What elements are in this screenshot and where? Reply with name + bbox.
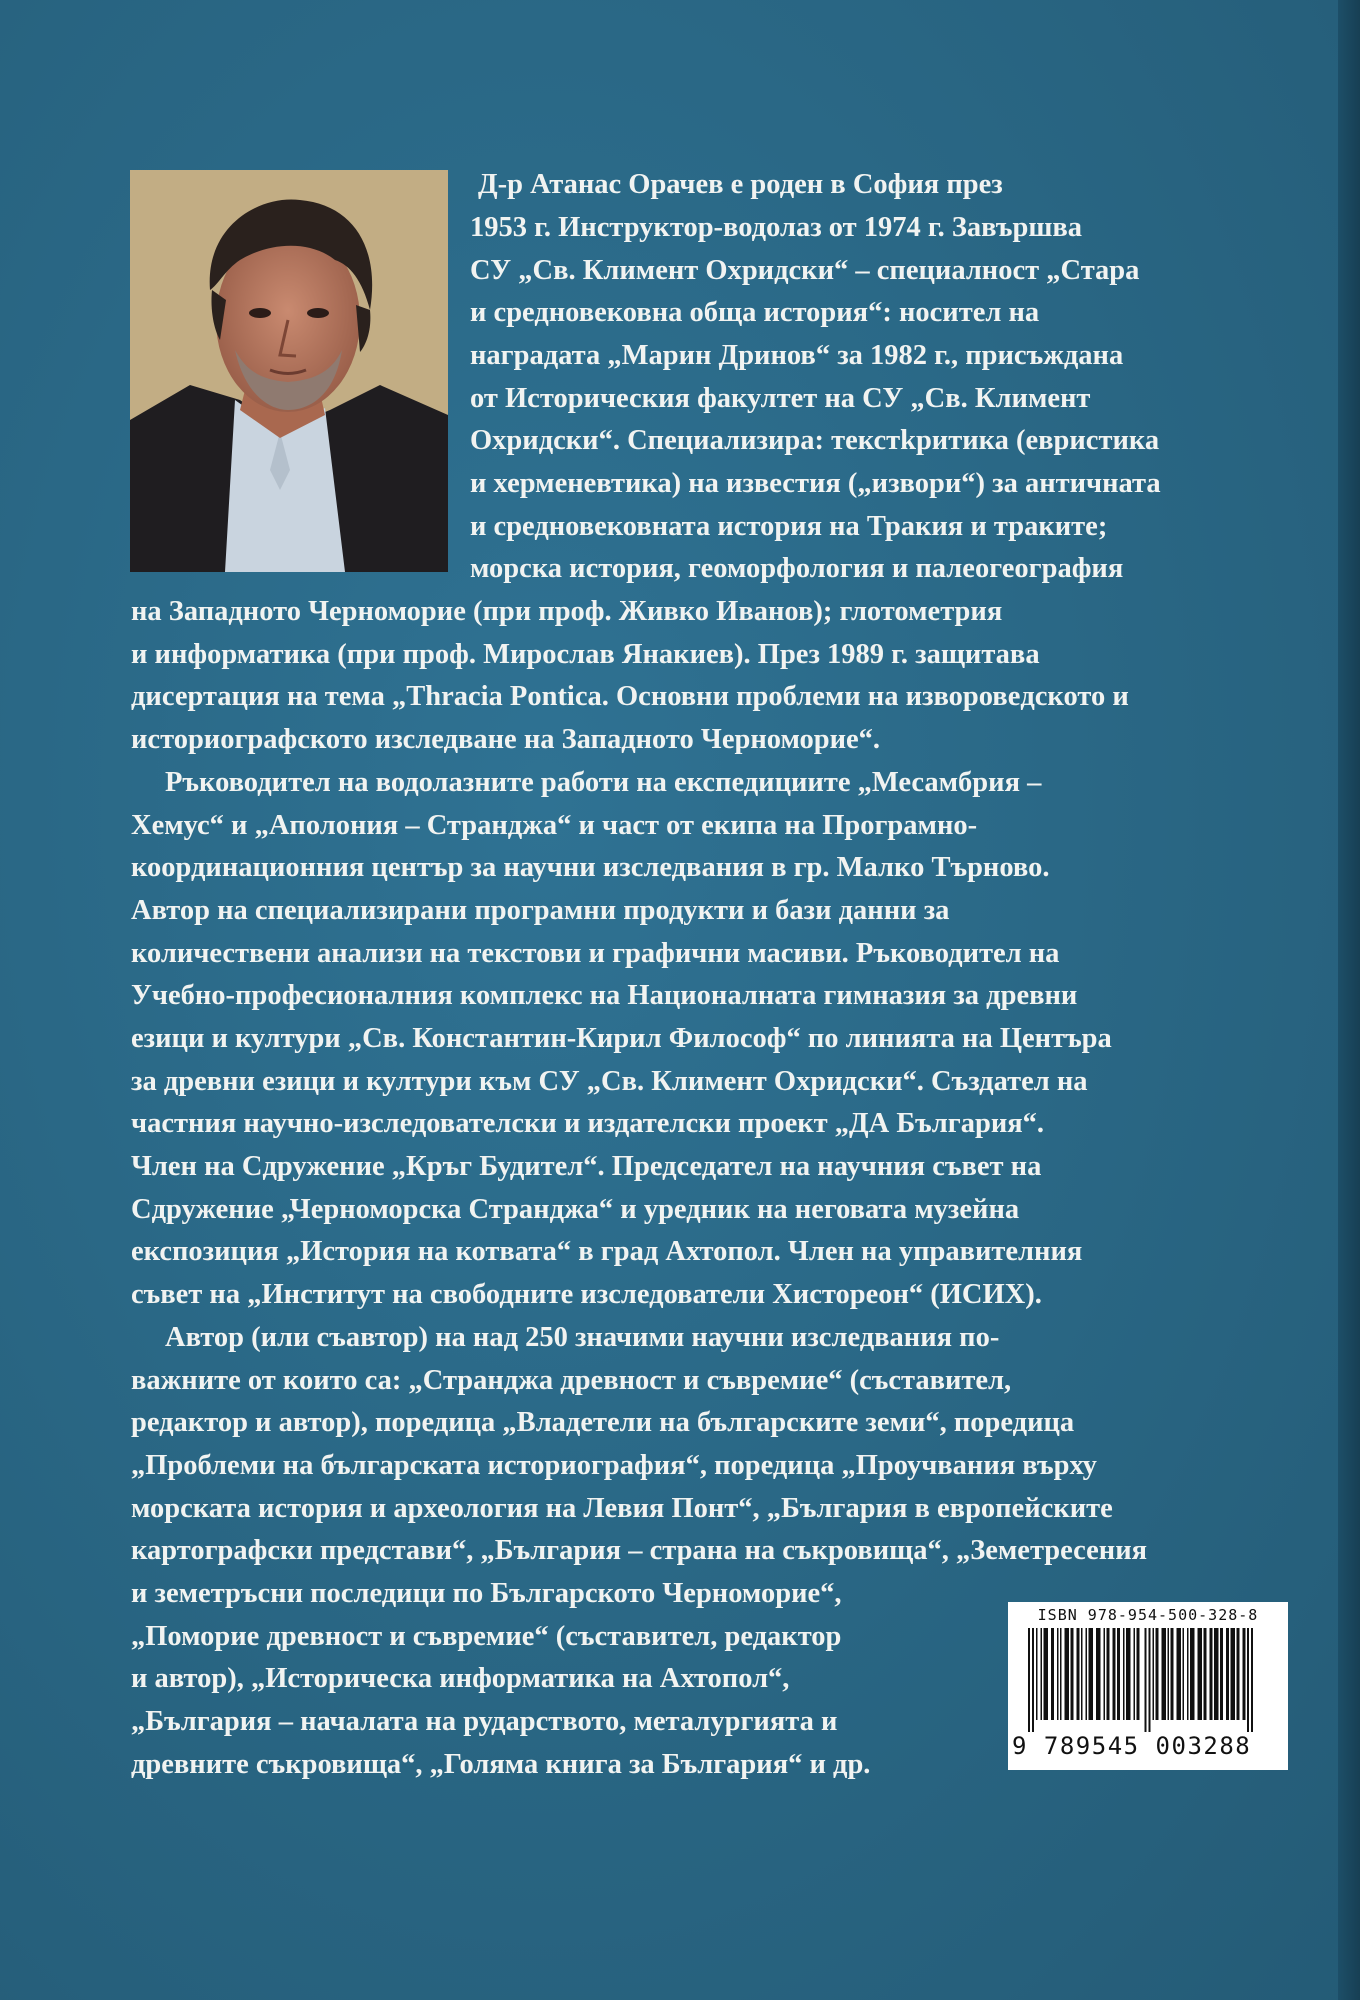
bio-line: „Проблеми на българската историография“, поредица „Проучвания върху (131, 1450, 1097, 1481)
barcode-bar (1051, 1628, 1054, 1720)
bio-line: древните съкровища“, „Голяма книга за България“ и др. (131, 1749, 871, 1780)
bio-line: и информатика (при проф. Мирослав Янакиев). През 1989 г. защитава (131, 639, 1040, 670)
bio-line: езици и култури „Св. Константин-Кирил Философ“ по линията на Центъра (131, 1023, 1112, 1054)
bio-line: и средновековната история на Тракия и траките; (470, 511, 1108, 542)
barcode-bar (1251, 1628, 1253, 1732)
bio-line: съвет на „Институт на свободните изследователи Хистореон“ (ИСИХ). (131, 1279, 1042, 1310)
barcode-bar (1226, 1628, 1229, 1720)
bio-line: на Западното Черноморие (при проф. Живко Иванов); глотометрия (131, 596, 1003, 627)
barcode-bar (1107, 1628, 1110, 1720)
bio-line: Член на Сдружение „Кръг Будител“. Председател на научния съвет на (131, 1151, 1042, 1182)
barcode-bar (1153, 1628, 1155, 1720)
bio-line: количествени анализи на текстови и графични масиви. Ръководител на (131, 938, 1060, 969)
barcode-bar (1044, 1628, 1049, 1720)
barcode-bar (1237, 1628, 1240, 1720)
barcode-bar (1126, 1628, 1131, 1720)
author-portrait-image (130, 170, 448, 572)
barcode-bar (1156, 1628, 1159, 1720)
barcode-bar (1243, 1628, 1246, 1720)
isbn-barcode (1008, 1602, 1288, 1770)
bio-line: експозиция „История на котвата“ в град Ахтопол. Член на управителния (131, 1236, 1083, 1267)
barcode-bar (1028, 1628, 1030, 1732)
spine-edge (1338, 0, 1360, 2000)
bio-line: СУ „Св. Климент Охридски“ – специалност „Стара (470, 255, 1140, 286)
bio-line: историографското изследване на Западното Черноморие“. (131, 724, 881, 755)
bio-line: Ръководител на водолазните работи на експедициите „Месамбрия – (165, 767, 1042, 798)
author-photo (130, 170, 448, 572)
bio-line: Д-р Атанас Орачев е роден в София през (478, 169, 1003, 200)
barcode-bars (1026, 1628, 1274, 1732)
barcode-bar (1247, 1628, 1249, 1732)
bio-line: Учебно-професионалния комплекс на Националната гимназия за древни (131, 980, 1078, 1011)
bio-line: Автор на специализирани програмни продукти и бази данни за (131, 895, 950, 926)
barcode-bar (1089, 1628, 1094, 1720)
bio-line: „Поморие древност и съвремие“ (съставител, редактор (131, 1621, 842, 1652)
barcode-bar (1060, 1628, 1062, 1720)
barcode-bar (1145, 1628, 1147, 1732)
barcode-bar (1123, 1628, 1125, 1720)
bio-line: за древни езици и култури към СУ „Св. Климент Охридски“. Създател на (131, 1066, 1088, 1097)
bio-line: Охридски“. Специализира: текстkритика (евристика (470, 425, 1160, 456)
bio-line: картографски представи“, „България – страна на съкровища“, „Земетресения (131, 1535, 1148, 1566)
barcode-bar (1113, 1628, 1116, 1720)
barcode-bar (1071, 1628, 1074, 1720)
barcode-bar (1041, 1628, 1043, 1720)
barcode-bar (1177, 1628, 1182, 1720)
barcode-bar (1198, 1628, 1203, 1720)
barcode-bar (1190, 1628, 1195, 1720)
barcode-bar (1214, 1628, 1219, 1720)
bio-line: важните от които са: „Странджа древност и съвремие“ (съставител, (131, 1365, 1012, 1396)
barcode-bar (1204, 1628, 1207, 1720)
barcode-bar (1171, 1628, 1174, 1720)
barcode-bar (1032, 1628, 1034, 1732)
bio-line: Сдружение „Черноморска Странджа“ и уредник на неговата музейна (131, 1194, 1020, 1225)
bio-line: и земетръсни последици по Българското Черноморие“, (131, 1578, 842, 1609)
barcode-bar (1077, 1628, 1080, 1720)
bio-line: частния научно-изследователски и издателски проект „ДА България“. (131, 1108, 1045, 1139)
bio-line: от Историческия факултет на СУ „Св. Климент (470, 383, 1091, 414)
barcode-bar (1183, 1628, 1185, 1720)
bio-line: и средновековна обща история“: носител на (470, 297, 1040, 328)
barcode-bar (1081, 1628, 1083, 1720)
barcode-digits: 9 789545 003288 (1012, 1732, 1252, 1760)
barcode-bar (1137, 1628, 1140, 1720)
barcode-bar (1187, 1628, 1189, 1720)
barcode-bar (1117, 1628, 1120, 1720)
barcode-bar (1065, 1628, 1070, 1720)
bio-line: Хемус“ и „Аполония – Странджа“ и част от екипа на Програмно- (131, 810, 978, 841)
bio-line: морска история, геоморфология и палеогеография (470, 553, 1124, 584)
barcode-bar (1096, 1628, 1101, 1720)
barcode-bar (1231, 1628, 1236, 1720)
bio-line: редактор и автор), поредица „Владетели на българските земи“, поредица (131, 1407, 1075, 1438)
barcode-bar (1168, 1628, 1170, 1720)
barcode-bar (1057, 1628, 1059, 1720)
barcode-bar (1036, 1628, 1038, 1720)
bio-line: координационния център за научни изследвания в гр. Малко Търново. (131, 852, 1050, 883)
bio-line: и автор), „Историческа информатика на Ахтопол“, (131, 1663, 790, 1694)
barcode-bar (1220, 1628, 1223, 1720)
bio-line: Автор (или съавтор) на над 250 значими научни изследвания по- (165, 1322, 1000, 1353)
bio-line: „България – началата на рударството, металургията и (131, 1706, 838, 1737)
barcode-bar (1086, 1628, 1088, 1720)
barcode-bar (1104, 1628, 1106, 1720)
barcode-bar (1149, 1628, 1151, 1732)
barcode-bar (1134, 1628, 1136, 1720)
isbn-label: ISBN 978-954-500-328-8 (1037, 1606, 1259, 1624)
bio-line: дисертация на тема „Thracia Pontica. Основни проблеми на изворовeдското и (131, 681, 1129, 712)
bio-line: морската история и археология на Левия Понт“, „България в европейските (131, 1493, 1113, 1524)
bio-line: и херменевтика) на известия („извори“) за античната (470, 468, 1161, 499)
barcode-bar (1210, 1628, 1213, 1720)
bio-line: 1953 г. Инструктор-водолаз от 1974 г. Завършва (470, 212, 1083, 243)
bio-line: наградата „Марин Дринов“ за 1982 г., присъждана (470, 340, 1124, 371)
barcode-bar (1162, 1628, 1167, 1720)
